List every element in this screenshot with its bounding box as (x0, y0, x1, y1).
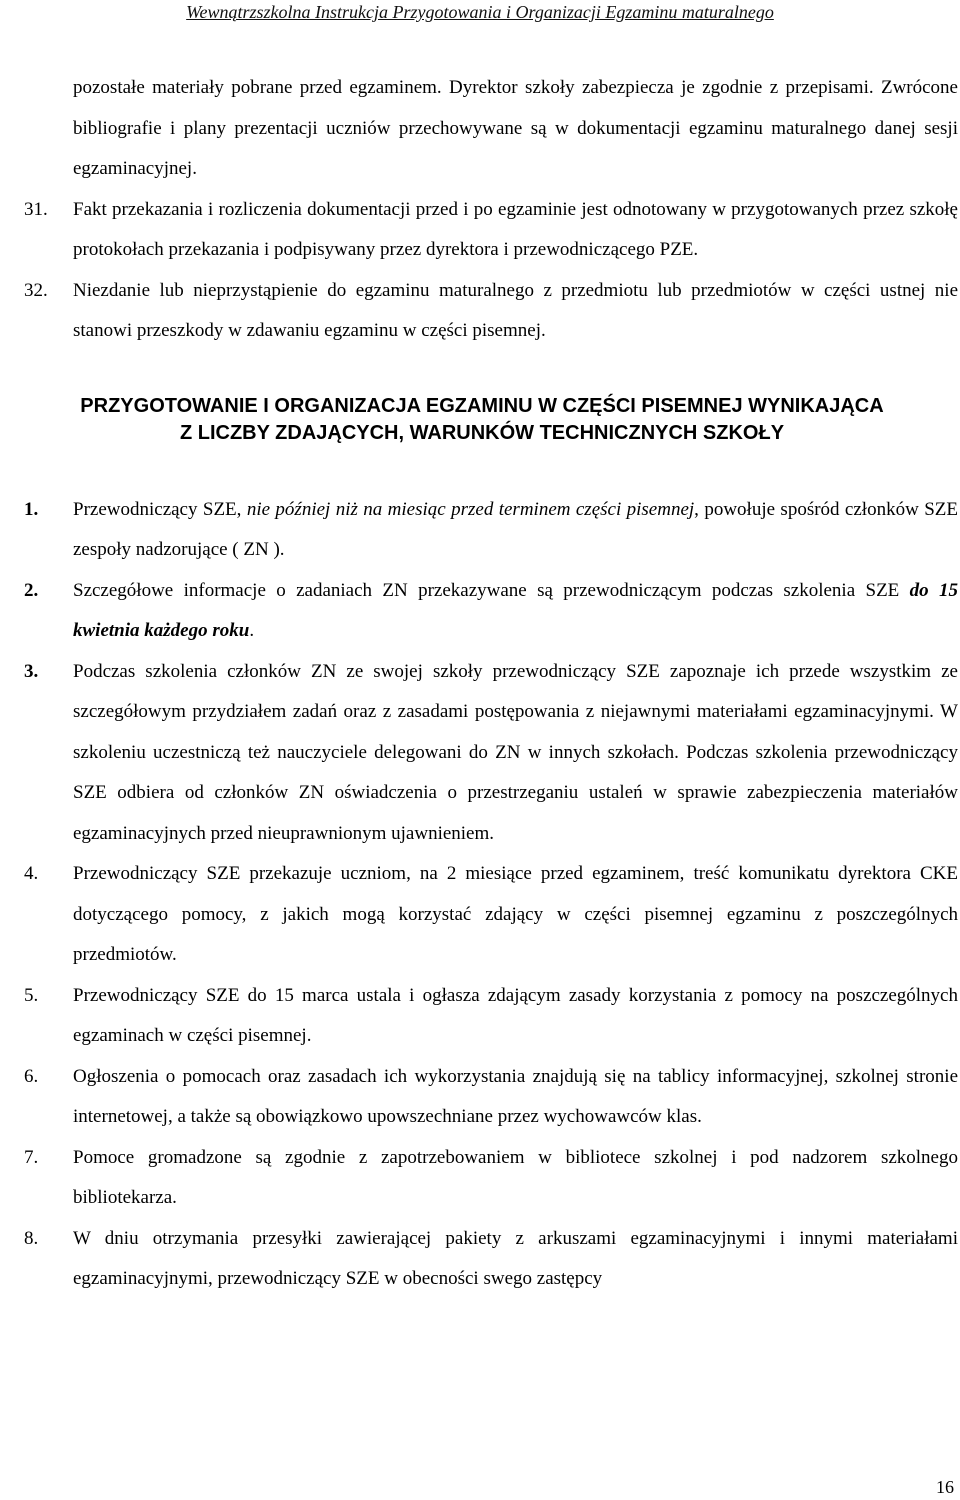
item-text-part: , powołuje spośród członków SZE zespoły nadzorujące ( ZN ). (73, 498, 958, 560)
list-item-8 (24, 1219, 958, 1300)
item-text: Przewodniczący SZE przekazuje uczniom, na 2 miesiące przed egzaminem, treść komunikatu dyrektora CKE dotyczącego pomocy, z jakich mogą korzystać zdający w części pisemnej egzaminu z poszczególnych przedmiotów. (73, 863, 958, 965)
item-text-emphasis: nie później niż na miesiąc przed terminem części pisemnej (246, 498, 695, 520)
item-number: 7. (24, 1146, 39, 1168)
section-heading (24, 393, 958, 447)
item-text (73, 490, 958, 571)
continuation-paragraph: pozostałe materiały pobrane przed egzaminem. Dyrektor szkoły zabezpiecza je zgodnie z przepisami. Zwrócone bibliografie i plany prezentacji uczniów przechowywane są w dokumentacji egzaminu maturalnego danej sesji egzaminacyjnej. (73, 77, 958, 179)
item-text: W dniu otrzymania przesyłki zawierającej pakiety z arkuszami egzaminacyjnymi i innymi materiałami egzaminacyjnymi, przewodniczący SZE w obecności swego zastępcy (73, 1227, 958, 1289)
list-item-32 (24, 271, 958, 352)
list-item-1 (24, 490, 958, 571)
item-text (73, 571, 958, 652)
item-text: Pomoce gromadzone są zgodnie z zapotrzebowaniem w bibliotece szkolnej i pod nadzorem szkolnego bibliotekarza. (73, 1146, 958, 1208)
list-item-3 (24, 652, 958, 855)
item-number: 1. (24, 498, 39, 520)
item-number: 5. (24, 984, 39, 1006)
section-heading-line-1: PRZYGOTOWANIE I ORGANIZACJA EGZAMINU W CZĘŚCI PISEMNEJ WYNIKAJĄCA (80, 394, 884, 417)
item-number: 4. (24, 863, 39, 884)
list-item-2 (24, 571, 958, 652)
item-text: Podczas szkolenia członków ZN ze swojej szkoły przewodniczący SZE zapoznaje ich przede wszystkim ze szczegółowym przydziałem zadań oraz z zasadami postępowania z niejawnymi materiałami egzaminacyjnymi. W szkoleniu uczestniczą też nauczyciele delegowani do ZN w innych szkołach. Podczas szkolenia przewodniczący SZE odbiera od członków ZN oświadczenia o przestrzeganiu ustaleń w sprawie zabezpieczenia materiałów egzaminacyjnych przed nieuprawnionym ujawnieniem. (73, 660, 958, 844)
item-text: Ogłoszenia o pomocach oraz zasadach ich wykorzystania znajdują się na tablicy informacyjnej, szkolnej stronie internetowej, a także są obowiązkowo upowszechniane przez wychowawców klas. (73, 1065, 958, 1127)
list-item-4 (24, 854, 958, 976)
item-number: 3. (24, 660, 39, 682)
item-text: Niezdanie lub nieprzystąpienie do egzaminu maturalnego z przedmiotu lub przedmiotów w części ustnej nie stanowi przeszkody w zdawaniu egzaminu w części pisemnej. (73, 279, 958, 341)
item-text-emphasis: do 15 kwietnia każdego roku (73, 579, 958, 641)
item-number: 8. (24, 1227, 39, 1249)
item-text-part: Przewodniczący SZE, (73, 498, 247, 520)
item-text-part: Szczegółowe informacje o zadaniach ZN przekazywane są przewodniczącym podczas szkolenia SZE (73, 579, 910, 601)
item-text: Fakt przekazania i rozliczenia dokumentacji przed i po egzaminie jest odnotowany w przygotowanych przez szkołę protokołach przekazania i podpisywany przez dyrektora i przewodniczącego PZE. (73, 198, 958, 260)
page-content (24, 68, 958, 1300)
item-text: Przewodniczący SZE do 15 marca ustala i ogłasza zdającym zasady korzystania z pomocy na poszczególnych egzaminach w części pisemnej. (73, 984, 958, 1046)
item-number: 32. (24, 279, 48, 301)
item-number: 31. (24, 198, 48, 220)
list-item-5 (24, 976, 958, 1057)
item-number: 6. (24, 1065, 39, 1087)
list-item-31 (24, 190, 958, 271)
list-item-6 (24, 1057, 958, 1138)
item-number: 2. (24, 579, 39, 601)
running-header: Wewnątrzszkolna Instrukcja Przygotowania i Organizacji Egzaminu maturalnego (186, 2, 774, 22)
section-heading-line-2: Z LICZBY ZDAJĄCYCH, WARUNKÓW TECHNICZNYCH SZKOŁY (179, 421, 785, 444)
page-number: 16 (936, 1477, 954, 1497)
item-text-part: . (249, 620, 255, 641)
list-item-7 (24, 1138, 958, 1219)
